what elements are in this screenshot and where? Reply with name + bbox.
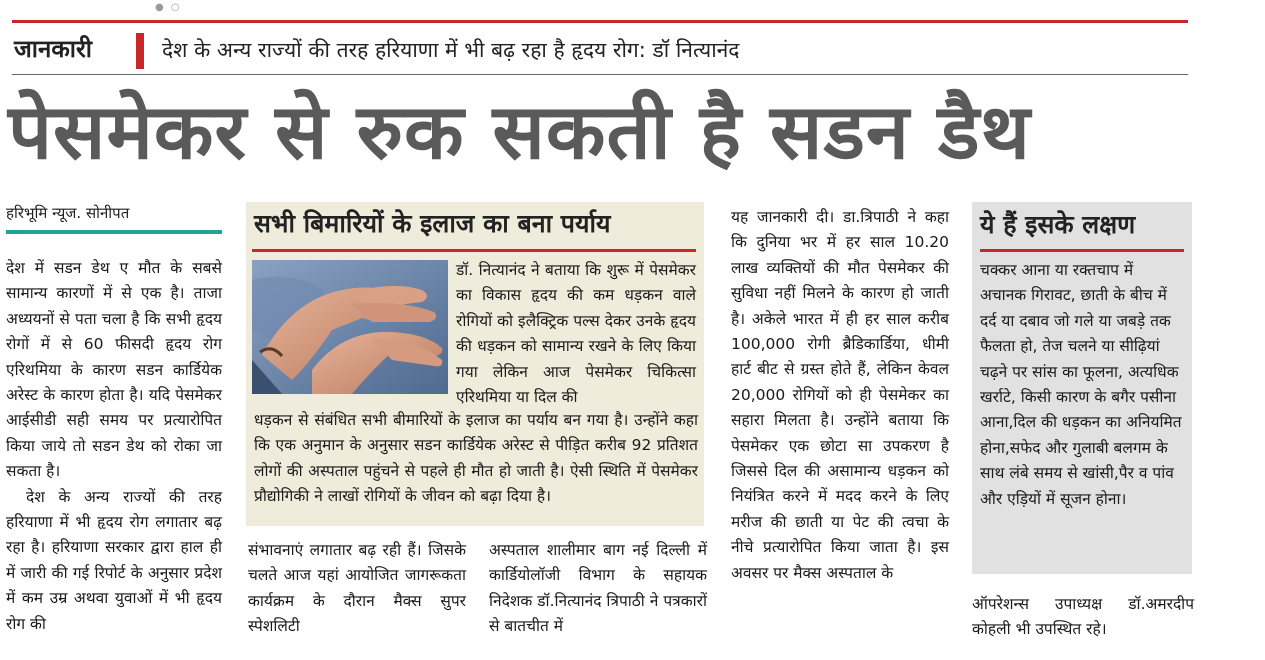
hands-on-chest-image	[252, 260, 448, 394]
symptoms-text: चक्कर आना या रक्तचाप में अचानक गिरावट, छाती के बीच में दर्द या दबाव जो गले या जबड़े तक फैलता हो, तेज चलने या सीढ़ियां चढ़ने पर सांस का फूलना, अत्यधिक खर्राटे, किसी कारण के बगैर पसीना आना,दिल की धड़कन का अनियमित होना,सफेद और गुलाबी बलगम के साथ लंबे समय से खांसी,पैर व पांव और एड़ियों में सूजन होना।	[980, 261, 1182, 508]
section-label: जानकारी	[14, 35, 93, 63]
byline: हरिभूमि न्यूज. सोनीपत	[6, 204, 130, 222]
column-1-para-1: देश में सडन डेथ ए मौत के सबसे सामान्य कारणों में से एक है। ताजा अध्ययनों से पता चला है कि सभी हृदय रोगों में से 60 फीसदी हृदय रोग एरिथमिया के कारण सडन कार्डियेक अरेस्ट के कारण होता है। यदि पेसमेकर आईसीडी सही समय पर प्रत्यारोपित किया जाये तो सडन डेथ को रोका जा सकता है।	[6, 259, 222, 481]
column-4: यह जानकारी दी। डा.त्रिपाठी ने कहा कि दुनिया भर में हर साल 10.20 लाख व्यक्तियों की मौत पेसमेकर की सुविधा नहीं मिलने के कारण हो जाती है। अकेले भारत में ही हर साल करीब 100,000 रोगी ब्रैडिकार्डिया, धीमी हार्ट बीट से ग्रस्त होते हैं, लेकिन केवल 20,000 रोगियों को ही पेसमेकर का सहारा मिलता है। उन्होंने बताया कि पेसमेकर एक छोटा सा उपकरण है जिससे दिल की असामान्य धड़कन को नियंत्रित करने में मदद करने के लिए मरीज की छाती या पेट की त्वचा के नीचे प्रत्यारोपित किया जाता है। इस अवसर पर मैक्स अस्पताल के	[731, 208, 949, 582]
column-2: संभावनाएं लगातार बढ़ रही हैं। जिसके चलते आज यहां आयोजित जागरूकता कार्यक्रम के दौरान मैक्स सुपर स्पेशलिटी	[248, 541, 466, 636]
slider-dots: ● ○	[155, 2, 182, 13]
boxed-story-title: सभी बिमारियों के इलाज का बना पर्याय	[254, 209, 611, 238]
kicker-line: देश के अन्य राज्यों की तरह हरियाणा में भी बढ़ रहा है हृदय रोग: डॉ नित्यानंद	[162, 38, 740, 62]
column-1	[6, 256, 222, 637]
boxed-story-text-top: डॉ. नित्यानंद ने बताया कि शुरू में पेसमेकर का विकास हृदय की कम धड़कन वाले रोगियों को इलैक्ट्रिक पल्स देकर उनके हृदय की धड़कन को सामान्य रखने के लिए किया गया लेकिन आज पेसमेकर चिकित्सा एरिथमिया या दिल की	[456, 261, 696, 407]
section-divider-bar	[136, 33, 144, 69]
column-3: अस्पताल शालीमार बाग नई दिल्ली में कार्डियोलॉजी विभाग के सहायक निदेशक डॉ.नित्यानंद त्रिपाठी ने पत्रकारों से बातचीत में	[489, 541, 707, 636]
headline: पेसमेकर से रुक सकती है सडन डैथ	[8, 87, 1031, 176]
boxed-story-rule	[252, 249, 696, 252]
symptoms-title: ये हैं इसके लक्षण	[980, 210, 1136, 239]
kicker-rule	[12, 74, 1188, 75]
boxed-story-text-bottom: धड़कन से संबंधित सभी बीमारियों के इलाज का पर्याय बन गया है। उन्होंने कहा कि एक अनुमान के अनुसार सडन कार्डियेक अरेस्ट से पीड़ित करीब 92 प्रतिशत लोगों की अस्पताल पहुंचने से पहले ही मौत हो जाती है। ऐसी स्थिति में पेसमेकर प्रौद्योगिकी ने लाखों रोगियों के जीवन को बढ़ा दिया है।	[254, 411, 698, 506]
column-1-para-2: देश के अन्य राज्यों की तरह हरियाणा में भी हृदय रोग लगातार बढ़ रहा है। हरियाणा सरकार द्वारा हाल ही में जारी की गई रिपोर्ट के अनुसार प्रदेश में कम उम्र अथवा युवाओं में भी हृदय रोग की	[6, 487, 222, 633]
byline-rule	[6, 230, 222, 234]
top-red-rule	[12, 20, 1188, 23]
chest-pain-photo	[252, 260, 448, 394]
symptoms-rule	[980, 249, 1184, 252]
column-5: ऑपरेशन्स उपाध्यक्ष डॉ.अमरदीप कोहली भी उपस्थित रहे।	[972, 595, 1194, 639]
